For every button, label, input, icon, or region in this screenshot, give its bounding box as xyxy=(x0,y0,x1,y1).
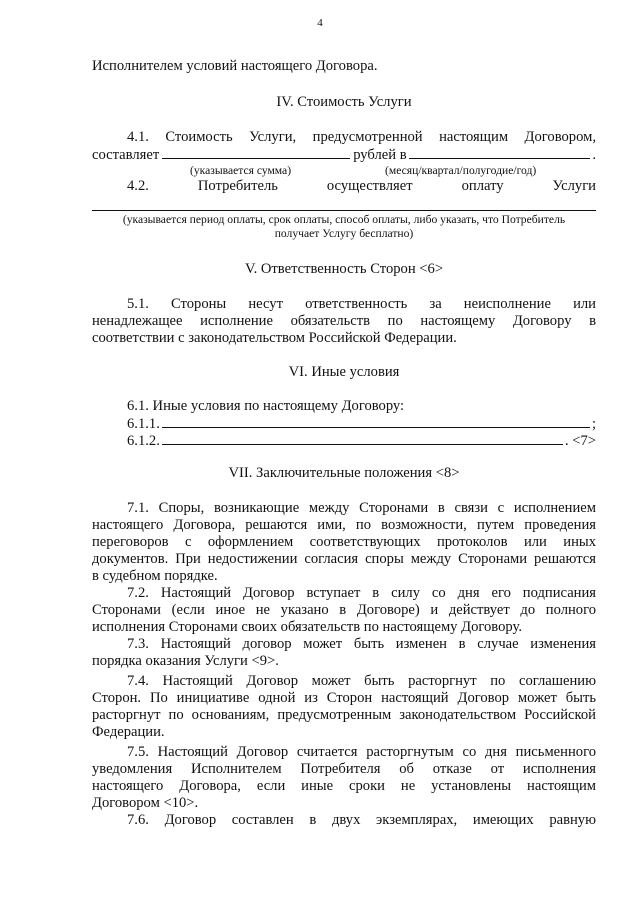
section-heading-vi: VI. Иные условия xyxy=(288,364,400,380)
caption-period: (месяц/квартал/полугодие/год) xyxy=(385,164,537,177)
text-line: ненадлежащее исполнение обязательств по настоящему Договору в xyxy=(92,313,596,329)
section-heading-iv: IV. Стоимость Услуги xyxy=(276,94,412,110)
caption-payment-2: получает Услугу бесплатно) xyxy=(274,227,414,240)
text-line: 7.2. Настоящий Договор вступает в силу со дня его подписания xyxy=(127,585,596,601)
text-line: переговоров с оформлением соответствующих протоколов или иных xyxy=(92,534,596,550)
text-line: Сторонами (если иное не указано в Договоре) и действует до полного xyxy=(92,602,596,618)
clause-4-1-line-1: 4.1. Стоимость Услуги, предусмотренной настоящим Договором, xyxy=(127,129,596,145)
text-line: исполнения Сторонами своих обязательств по настоящему Договору. xyxy=(92,619,522,635)
text-fragment: ; xyxy=(591,416,596,432)
text-line: Федерации. xyxy=(92,724,165,740)
text-fragment: рублей в xyxy=(353,147,407,163)
text-line: 7.3. Настоящий договор может быть изменен в случае изменения xyxy=(127,636,596,652)
text-line: расторгнут по основаниям, предусмотренным законодательством Российской xyxy=(92,707,596,723)
text-line: порядка оказания Услуги <9>. xyxy=(92,653,279,669)
page-number: 4 xyxy=(317,17,323,29)
text-line: в судебном порядке. xyxy=(92,568,218,584)
text-fragment: . <7> xyxy=(564,433,596,449)
text-line: Договором <10>. xyxy=(92,795,199,811)
text-line: 7.4. Настоящий Договор может быть расторгнут по соглашению xyxy=(127,673,596,689)
text-line: 5.1. Стороны несут ответственность за неисполнение или xyxy=(127,296,596,312)
caption-payment-1: (указывается период оплаты, срок оплаты, способ оплаты, либо указать, что Потребитель xyxy=(122,213,566,226)
period-blank[interactable] xyxy=(409,146,591,159)
text-fragment: 6.1.1. xyxy=(127,416,160,432)
section-heading-v: V. Ответственность Сторон <6> xyxy=(244,261,444,277)
text-fragment: 6.1.2. xyxy=(127,433,160,449)
text-line: настоящего Договора, решаются ими, по возможности, путем проведения xyxy=(92,517,596,533)
text-fragment: составляет xyxy=(92,147,160,163)
text-fragment: . xyxy=(592,147,596,163)
text-line: 7.5. Настоящий Договор считается расторгнутым со дня письменного xyxy=(127,744,596,760)
payment-blank[interactable] xyxy=(92,210,596,211)
sum-blank[interactable] xyxy=(162,146,350,159)
condition-blank-2[interactable] xyxy=(162,432,563,445)
section-heading-vii: VII. Заключительные положения <8> xyxy=(228,465,460,481)
condition-blank-1[interactable] xyxy=(162,415,590,428)
text-line: уведомления Исполнителем Потребителя об отказе от исполнения xyxy=(92,761,596,777)
text-line: настоящего Договора, если иные сроки не установлены настоящим xyxy=(92,778,596,794)
text-line: соответствии с законодательством Российской Федерации. xyxy=(92,330,457,346)
text-line: 7.1. Споры, возникающие между Сторонами в связи с исполнением xyxy=(127,500,596,516)
text-line: Исполнителем условий настоящего Договора. xyxy=(92,58,378,74)
clause-6-1: 6.1. Иные условия по настоящему Договору: xyxy=(127,398,405,414)
text-line: документов. При недостижении согласия споры между Сторонами решаются xyxy=(92,551,596,567)
clause-4-2-line: 4.2. Потребитель осуществляет оплату Услуги xyxy=(127,178,596,194)
text-line: 7.6. Договор составлен в двух экземплярах, имеющих равную xyxy=(127,812,596,828)
text-line: Сторон. По инициативе одной из Сторон настоящий Договор может быть xyxy=(92,690,596,706)
clause-6-1-2 xyxy=(92,432,596,450)
caption-sum: (указывается сумма) xyxy=(190,164,292,177)
clause-4-1-line-2 xyxy=(92,146,596,164)
clause-6-1-1 xyxy=(92,415,596,433)
